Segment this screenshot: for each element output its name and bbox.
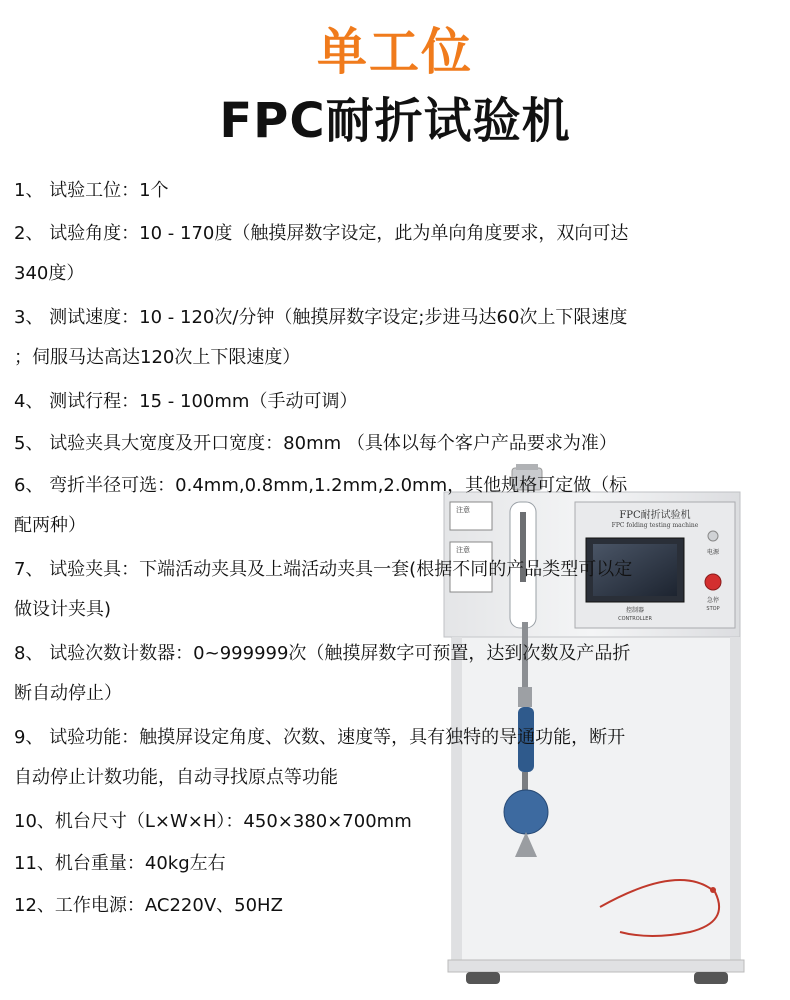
spec-line: 9、 试验功能：触摸屏设定角度、次数、速度等，具有独特的导通功能，断开: [14, 727, 626, 748]
spec-line: 5、 试验夹具大宽度及开口宽度：80mm （具体以每个客户产品要求为准）: [14, 433, 617, 454]
page-title-highlight: 单工位: [317, 23, 473, 81]
machine-base: [448, 960, 744, 972]
spec-line: 11、机台重量：40kg左右: [14, 853, 226, 874]
stop-label: 急停: [706, 597, 720, 604]
controller-label-cn: 控制器: [625, 607, 645, 614]
spec-line: 自动停止计数功能，自动寻找原点等功能: [14, 767, 338, 788]
spec-line: 断自动停止）: [14, 683, 122, 704]
foot-right: [694, 972, 728, 984]
spec-line: 8、 试验次数计数器：0~999999次（触摸屏数字可预置，达到次数及产品折: [14, 643, 631, 664]
power-label: 电源: [706, 549, 720, 556]
spec-line: 7、 试验夹具：下端活动夹具及上端活动夹具一套(根据不同的产品类型可以定: [14, 559, 633, 580]
spec-line: 配两种）: [14, 515, 86, 536]
spec-line: 12、工作电源：AC220V、50HZ: [14, 895, 283, 916]
spec-line: 2、 试验角度：10 - 170度（触摸屏数字设定，此为单向角度要求，双向可达: [14, 223, 629, 244]
controller-label-en: CONTROLLER: [618, 616, 652, 622]
spec-line: 340度）: [14, 263, 85, 284]
spec-line: ；伺服马达高达120次上下限速度）: [14, 347, 301, 368]
warning-label-2-text: 注意: [456, 546, 470, 554]
spec-line: 10、机台尺寸（L×W×H）：450×380×700mm: [14, 811, 412, 832]
panel-title-cn: FPC耐折试验机: [619, 510, 691, 521]
stop-label-en: STOP: [706, 606, 720, 612]
warning-label-1-text: 注意: [456, 506, 470, 514]
foot-left: [466, 972, 500, 984]
spec-line: 3、 测试速度：10 - 120次/分钟（触摸屏数字设定;步进马达60次上下限速度: [14, 307, 628, 328]
page-title: FPC耐折试验机: [219, 93, 571, 149]
panel-title-en: FPC folding testing machine: [611, 522, 699, 529]
spec-line: 1、 试验工位：1个: [14, 180, 169, 201]
spec-line: 做设计夹具): [14, 599, 112, 620]
spec-line: 6、 弯折半径可选：0.4mm,0.8mm,1.2mm,2.0mm，其他规格可定做（标: [14, 475, 628, 496]
spec-line: 4、 测试行程：15 - 100mm（手动可调）: [14, 391, 358, 412]
